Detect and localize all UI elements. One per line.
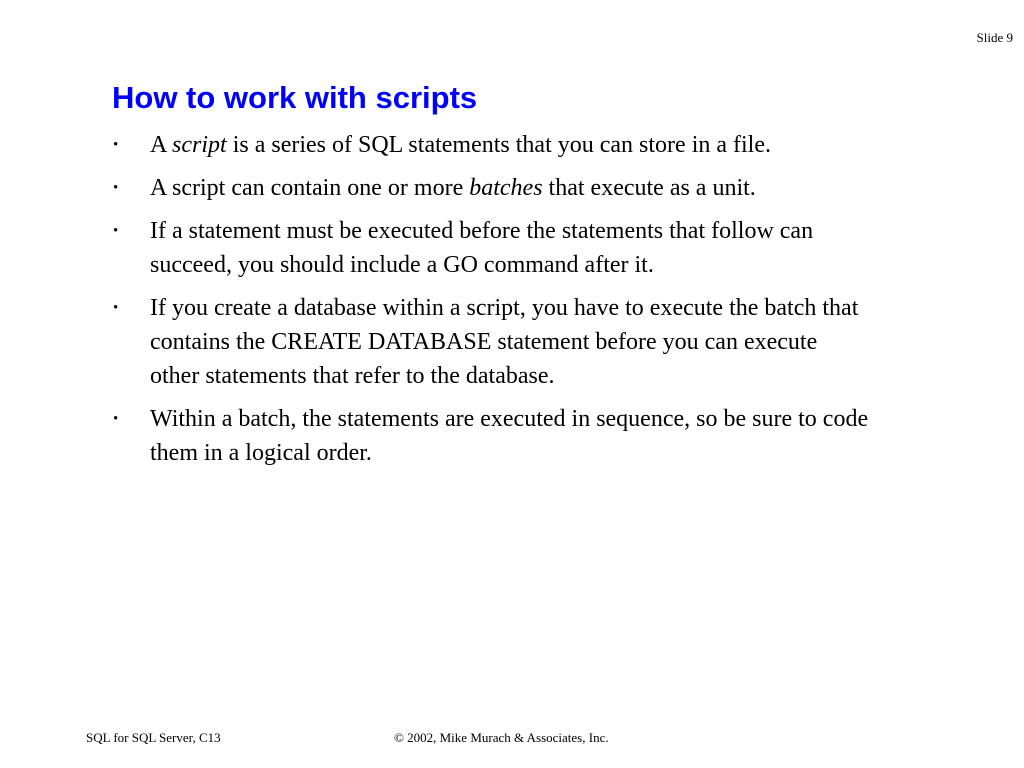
footer-course-title: SQL for SQL Server, C13 (86, 730, 221, 745)
bullet-icon: • (113, 223, 119, 239)
bullet-text-segment: A script can contain one or more (150, 175, 470, 201)
bullet-text-segment: is a series of SQL statements that you can store in a file. (226, 132, 771, 158)
bullet-text (150, 171, 872, 205)
bullet-item (112, 214, 892, 282)
bullet-icon: • (113, 411, 119, 427)
bullet-text (150, 291, 872, 393)
bullet-text-segment: If you create a database within a script, you have to execute the batch that contains the CREATE DATABASE statement before you can execute other statements that refer to the database. (150, 295, 859, 389)
bullet-item (112, 171, 892, 205)
bullet-list (112, 128, 892, 479)
bullet-text-segment: A (150, 132, 173, 158)
bullet-term: batches (469, 175, 543, 201)
footer-copyright: © 2002, Mike Murach & Associates, Inc. (394, 730, 609, 745)
bullet-item (112, 402, 892, 470)
bullet-text-segment: that execute as a unit. (542, 175, 756, 201)
bullet-item (112, 291, 892, 393)
bullet-icon: • (113, 180, 119, 196)
bullet-text (150, 214, 872, 282)
bullet-icon: • (113, 300, 119, 316)
slide-number: Slide 9 (976, 30, 1013, 45)
slide-title: How to work with scripts (112, 80, 478, 115)
bullet-text (150, 402, 872, 470)
bullet-icon: • (113, 137, 119, 153)
bullet-term: script (172, 132, 227, 158)
bullet-item (112, 128, 892, 162)
bullet-text-segment: Within a batch, the statements are executed in sequence, so be sure to code them in a logical order. (150, 406, 869, 466)
bullet-text-segment: If a statement must be executed before the statements that follow can succeed, you should include a GO command after it. (150, 218, 814, 278)
bullet-text (150, 128, 872, 162)
